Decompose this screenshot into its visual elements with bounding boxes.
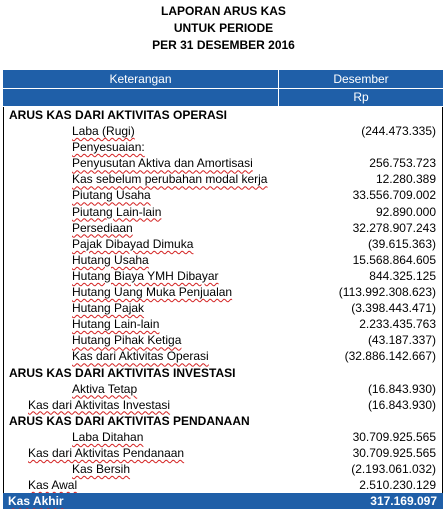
table-row <box>4 332 442 348</box>
title-line-1: LAPORAN ARUS KAS <box>161 4 286 18</box>
table-row <box>4 461 442 477</box>
footer-value: 317.169.097 <box>370 494 437 509</box>
table-row <box>4 445 442 461</box>
row-label: Kas dari Aktivitas Investasi <box>28 397 171 412</box>
header-blank-cell <box>3 89 279 106</box>
footer-row-kas-akhir <box>3 493 443 509</box>
row-label: Pajak Dibayad Dimuka <box>72 236 194 251</box>
row-label: Aktiva Tetap <box>72 381 138 396</box>
row-value: (113.992.308.623) <box>338 285 436 300</box>
row-label: Hutang Pajak <box>72 301 145 316</box>
row-value: (16.843.930) <box>367 381 436 396</box>
row-label: Penyusutan Aktiva dan Amortisasi <box>72 156 253 171</box>
header-desember: Desember <box>333 72 389 86</box>
row-label: Hutang Biaya YMH Dibayar <box>72 268 219 283</box>
row-label: Laba Ditahan <box>72 429 144 444</box>
row-label: Piutang Lain-lain <box>72 204 162 219</box>
header-keterangan: Keterangan <box>3 70 279 88</box>
table-row <box>4 300 442 316</box>
row-label: ARUS KAS DARI AKTIVITAS INVESTASI <box>9 365 236 380</box>
row-label: Hutang Pihak Ketiga <box>72 333 182 348</box>
row-label: Hutang Usaha <box>72 252 149 267</box>
table-subheader-row <box>3 89 443 107</box>
row-label: Laba (Rugi) <box>72 124 135 139</box>
table-row <box>4 155 442 171</box>
row-label: Persediaan <box>72 220 133 235</box>
table-row <box>4 381 442 397</box>
row-value: (16.843.930) <box>367 397 436 412</box>
row-value: (3.398.443.471) <box>351 301 436 316</box>
table-row <box>4 284 442 300</box>
table-row <box>4 123 442 139</box>
row-value: 33.556.709.002 <box>352 188 436 203</box>
row-label: Penyesuaian: <box>72 140 145 155</box>
table-row <box>4 429 442 445</box>
table-row <box>4 252 442 268</box>
header-currency-unit: Rp <box>353 90 369 104</box>
row-label: Kas sebelum perubahan modal kerja <box>72 172 268 187</box>
cash-flow-table <box>3 70 443 509</box>
title-line-2: UNTUK PERIODE <box>173 21 274 35</box>
table-row <box>4 220 442 236</box>
row-label: Kas Bersih <box>72 462 131 477</box>
row-value: (2.193.061.032) <box>351 462 436 477</box>
section-header-row <box>4 413 442 429</box>
row-label: Kas dari Aktivitas Operasi <box>72 349 209 364</box>
row-label: ARUS KAS DARI AKTIVITAS OPERASI <box>9 108 228 122</box>
row-value: 30.709.925.565 <box>352 429 436 444</box>
table-row <box>4 348 442 364</box>
table-row <box>4 397 442 413</box>
row-value: (32.886.142.667) <box>344 349 436 364</box>
title-line-3: PER 31 DESEMBER 2016 <box>152 38 295 52</box>
row-value: 92.890.000 <box>375 204 436 219</box>
row-value: 15.568.864.605 <box>352 252 436 267</box>
row-label: Kas dari Aktivitas Pendanaan <box>28 445 185 460</box>
row-value: 256.753.723 <box>369 156 436 171</box>
row-label: Hutang Uang Muka Penjualan <box>72 285 233 300</box>
table-row <box>4 268 442 284</box>
table-header-row <box>3 70 443 89</box>
row-value: 32.278.907.243 <box>352 220 436 235</box>
row-label: Piutang Usaha <box>72 188 151 203</box>
table-row <box>4 204 442 220</box>
row-value: 844.325.125 <box>369 268 436 283</box>
row-label: Hutang Lain-lain <box>72 317 160 332</box>
row-value: (244.473.335) <box>361 124 436 139</box>
row-value: 2.510.230.129 <box>359 478 436 493</box>
section-header-row <box>4 365 442 381</box>
section-header-row <box>4 107 442 123</box>
row-value: 30.709.925.565 <box>352 445 436 460</box>
report-title <box>0 3 447 54</box>
table-row <box>4 187 442 203</box>
table-row <box>4 236 442 252</box>
row-value: (43.187.337) <box>367 333 436 348</box>
table-row <box>4 477 442 493</box>
row-label: ARUS KAS DARI AKTIVITAS PENDANAAN <box>9 413 250 428</box>
row-value: (39.615.363) <box>367 236 436 251</box>
table-row <box>4 139 442 155</box>
table-row <box>4 171 442 187</box>
row-label: Kas Awal <box>28 478 78 493</box>
table-body <box>3 107 443 493</box>
row-value: 2.233.435.763 <box>359 317 436 332</box>
table-row <box>4 316 442 332</box>
footer-label: Kas Akhir <box>8 494 64 509</box>
row-value: 12.280.389 <box>375 172 436 187</box>
